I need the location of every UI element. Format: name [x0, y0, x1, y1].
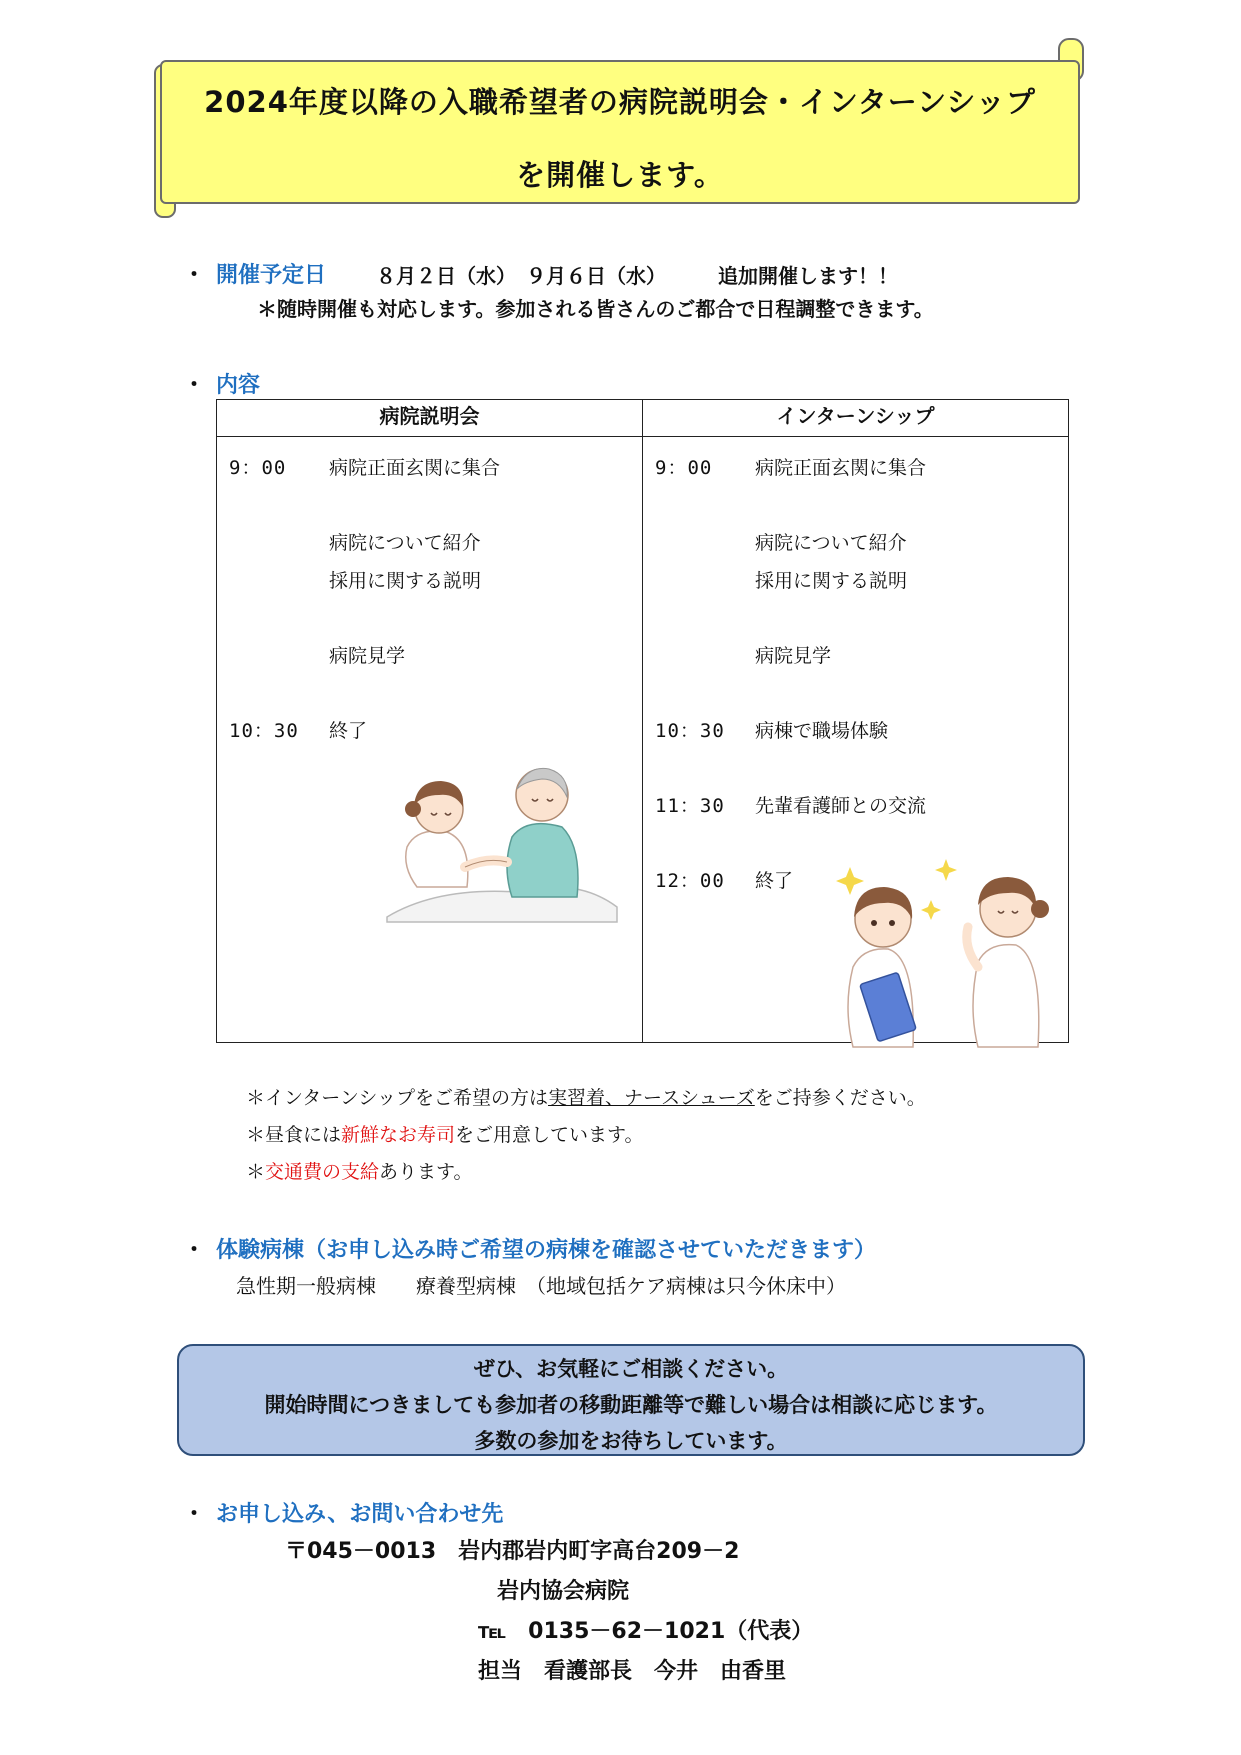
nurse-patient-illustration — [377, 757, 627, 927]
internship-time: 11：30 — [655, 795, 725, 817]
contact-person: 担当 看護部長 今井 由香里 — [478, 1659, 787, 1684]
two-nurses-illustration — [828, 847, 1068, 1052]
consult-line3: 多数の参加をお待ちしています。 — [474, 1429, 788, 1453]
briefing-item: 採用に関する説明 — [329, 570, 482, 592]
consult-line2: 開始時間につきましても参加者の移動距離等で難しい場合は相談に応じます。 — [264, 1393, 998, 1417]
contact-tel: ℡ 0135－62－1021（代表） — [478, 1619, 814, 1644]
internship-column — [643, 437, 1069, 1043]
internship-time: 9：00 — [655, 457, 713, 479]
schedule-label: 開催予定日 — [216, 263, 327, 288]
briefing-column — [217, 437, 643, 1043]
content-bullet: ・ — [183, 373, 206, 398]
internship-item: 病棟で職場体験 — [755, 720, 889, 742]
note-lunch — [246, 1120, 644, 1147]
briefing-time: 9：00 — [229, 457, 287, 479]
note-transport-highlight: 交通費の支給 — [265, 1161, 380, 1183]
schedule-extra: 追加開催します！！ — [718, 264, 898, 288]
briefing-item: 病院について紹介 — [329, 532, 481, 554]
contact-hospital: 岩内協会病院 — [497, 1579, 630, 1604]
internship-time: 10：30 — [655, 720, 725, 742]
schedule-table — [216, 399, 1069, 1043]
briefing-item: 終了 — [329, 720, 368, 742]
note-lunch-suffix: をご用意しています。 — [455, 1124, 644, 1146]
note-lunch-prefix: ＊昼食には — [246, 1124, 342, 1146]
wards-bullet: ・ — [183, 1238, 206, 1263]
briefing-item: 病院正面玄関に集合 — [329, 457, 501, 479]
content-label: 内容 — [216, 373, 261, 398]
consult-line1: ぜひ、お気軽にご相談ください。 — [473, 1357, 789, 1381]
contact-address: 〒045－0013 岩内郡岩内町字高台209－2 — [285, 1539, 740, 1564]
note-transport-suffix: あります。 — [379, 1161, 473, 1183]
briefing-item: 病院見学 — [329, 645, 406, 667]
internship-item: 病院正面玄関に集合 — [755, 457, 927, 479]
briefing-time: 10：30 — [229, 720, 299, 742]
contact-label: お申し込み、お問い合わせ先 — [216, 1502, 504, 1527]
schedule-note: ＊随時開催も対応します。参加される皆さんのご都合で日程調整できます。 — [257, 297, 934, 321]
banner-title-line1: 2024年度以降の入職希望者の病院説明会・インターンシップ — [204, 85, 1036, 119]
internship-item: 病院見学 — [755, 645, 832, 667]
contact-bullet: ・ — [183, 1502, 206, 1527]
schedule-dates: ８月２日（水） ９月６日（水） — [376, 264, 666, 288]
internship-item: 終了 — [755, 870, 794, 892]
internship-item: 病院について紹介 — [755, 532, 907, 554]
note-transport — [246, 1157, 473, 1184]
wards-label: 体験病棟（お申し込み時ご希望の病棟を確認させていただきます） — [216, 1238, 877, 1263]
note-uniform-prefix: ＊インターンシップをご希望の方は — [246, 1087, 549, 1109]
note-lunch-highlight: 新鮮なお寿司 — [341, 1124, 456, 1146]
table-header-internship: インターンシップ — [643, 400, 1069, 437]
note-transport-prefix: ＊ — [246, 1161, 266, 1183]
banner-title-line2: を開催します。 — [516, 158, 724, 192]
schedule-bullet: ・ — [183, 263, 206, 288]
note-uniform — [246, 1083, 926, 1110]
note-uniform-items: 実習着、ナースシューズ — [548, 1087, 755, 1109]
internship-time: 12：00 — [655, 870, 725, 892]
internship-item: 採用に関する説明 — [755, 570, 908, 592]
internship-item: 先輩看護師との交流 — [755, 795, 927, 817]
table-header-briefing: 病院説明会 — [217, 400, 643, 437]
note-uniform-suffix: をご持参ください。 — [754, 1087, 926, 1109]
wards-list: 急性期一般病棟 療養型病棟 （地域包括ケア病棟は只今休床中） — [236, 1274, 846, 1298]
